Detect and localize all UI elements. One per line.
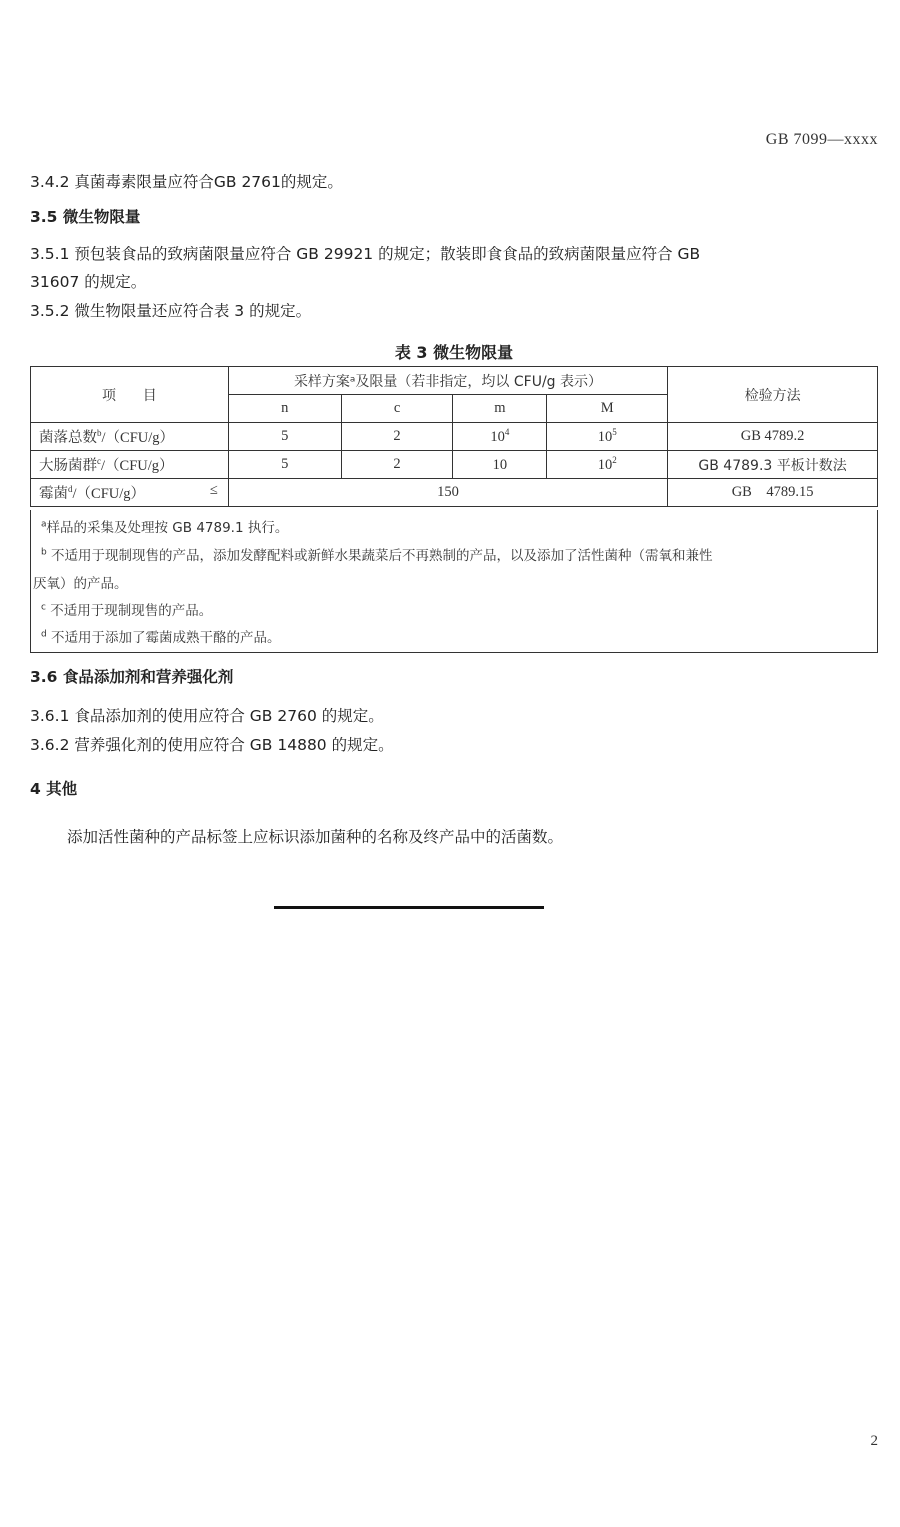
- cell-method: GB 4789.3 平板计数法: [668, 451, 878, 479]
- table-row: [31, 479, 878, 507]
- header-M: M: [547, 395, 668, 423]
- section-3-5-1-line1: 3.5.1 预包装食品的致病菌限量应符合 GB 29921 的规定；散装即食食品的致病菌限量应符合 GB: [30, 245, 701, 263]
- note-a: $^a$样品的采集及处理按 GB 4789.1 执行。: [41, 519, 289, 536]
- section-4-body: 添加活性菌种的产品标签上应标识添加菌种的名称及终产品中的活菌数。: [67, 828, 564, 846]
- table-notes: [30, 510, 878, 653]
- cell-m: $10^4$: [453, 423, 547, 451]
- cell-limit: 150: [228, 479, 667, 507]
- section-4-title: 4 其他: [30, 780, 78, 798]
- header-m: m: [453, 395, 547, 423]
- table-row: [31, 451, 878, 479]
- document-code: GB 7099—xxxx: [765, 131, 878, 148]
- header-c: c: [341, 395, 453, 423]
- cell-M: $10^2$: [547, 451, 668, 479]
- table-row: [31, 423, 878, 451]
- section-3-6-title: 3.6 食品添加剂和营养强化剂: [30, 668, 234, 686]
- section-3-5-1-line2: 31607 的规定。: [30, 273, 147, 291]
- page-number: 2: [870, 1433, 878, 1449]
- row-item: 霉菌$^d$/（CFU/g） ≤: [31, 479, 229, 507]
- cell-M: $10^5$: [547, 423, 668, 451]
- cell-method: GB 4789.2: [668, 423, 878, 451]
- section-3-6-1: 3.6.1 食品添加剂的使用应符合 GB 2760 的规定。: [30, 707, 384, 725]
- section-3-6-2: 3.6.2 营养强化剂的使用应符合 GB 14880 的规定。: [30, 736, 394, 754]
- end-rule: [274, 906, 544, 909]
- microbial-limits-table: [30, 366, 878, 507]
- cell-c: 2: [341, 451, 453, 479]
- header-n: n: [228, 395, 341, 423]
- note-b: $^b$ 不适用于现制现售的产品，添加发酵配料或新鲜水果蔬菜后不再熟制的产品，以及添加了活性菌种（需氧和兼性: [41, 547, 713, 564]
- section-3-5-2: 3.5.2 微生物限量还应符合表 3 的规定。: [30, 302, 312, 320]
- row-item: 菌落总数$^b$/（CFU/g）: [31, 423, 229, 451]
- header-method: 检验方法: [668, 367, 878, 423]
- cell-m: 10: [453, 451, 547, 479]
- header-sampling: 采样方案ᵃ及限量（若非指定，均以 CFU/g 表示）: [228, 367, 667, 395]
- cell-n: 5: [228, 451, 341, 479]
- section-3-5-title: 3.5 微生物限量: [30, 208, 141, 226]
- note-c: $^c$ 不适用于现制现售的产品。: [41, 602, 213, 619]
- cell-method: GB 4789.15: [668, 479, 878, 507]
- cell-c: 2: [341, 423, 453, 451]
- header-item: 项 目: [31, 367, 229, 423]
- note-d: $^d$ 不适用于添加了霉菌成熟干酪的产品。: [41, 629, 281, 646]
- row-item: 大肠菌群$^c$/（CFU/g）: [31, 451, 229, 479]
- section-3-4-2: 3.4.2 真菌毒素限量应符合GB 2761的规定。: [30, 173, 343, 191]
- table-title: 表 3 微生物限量: [394, 343, 514, 362]
- note-b-continued: 厌氧）的产品。: [33, 576, 128, 592]
- cell-n: 5: [228, 423, 341, 451]
